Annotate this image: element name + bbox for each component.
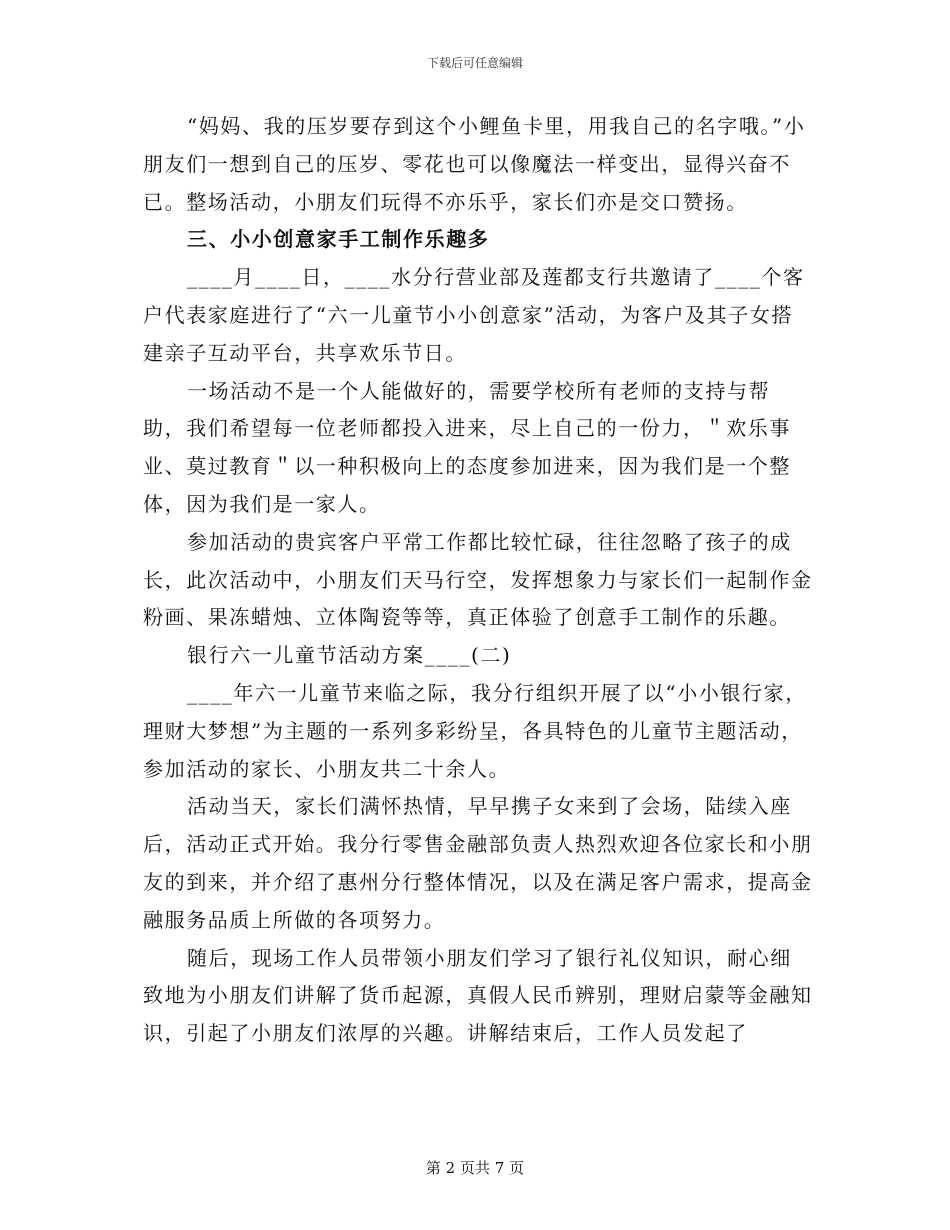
document-body xyxy=(143,108,813,1053)
paragraph-4: 参加活动的贵宾客户平常工作都比较忙碌，往往忽略了孩子的成长，此次活动中，小朋友们天马行空，发挥想象力与家长们一起制作金粉画、果冻蜡烛、立体陶瓷等等，真正体验了创意手工制作的乐趣。 xyxy=(143,529,813,630)
page-number: 第 2 页共 7 页 xyxy=(425,1159,525,1177)
paragraph-1: “妈妈、我的压岁要存到这个小鲤鱼卡里，用我自己的名字哦。”小朋友们一想到自己的压岁、零花也可以像魔法一样变出，显得兴奋不已。整场活动，小朋友们玩得不亦乐乎，家长们亦是交口赞扬。 xyxy=(143,114,806,214)
paragraph-7: 随后，现场工作人员带领小朋友们学习了银行礼仪知识，耐心细致地为小朋友们讲解了货币起源，真假人民币辨别，理财启蒙等金融知识，引起了小朋友们浓厚的兴趣。讲解结束后，工作人员发起了 xyxy=(143,945,813,1046)
paragraph-6: 活动当天，家长们满怀热情，早早携子女来到了会场，陆续入座后，活动正式开始。我分行零售金融部负责人热烈欢迎各位家长和小朋友的到来，并介绍了惠州分行整体情况，以及在满足客户需求，提高金融服务品质上所做的各项努力。 xyxy=(143,794,813,932)
paragraph-2: ____月____日，____水分行营业部及莲都支行共邀请了____个客户代表家庭进行了“六一儿童节小小创意家”活动，为客户及其子女搭建亲子互动平台，共享欢乐节日。 xyxy=(143,265,805,365)
section-heading-3: 三、小小创意家手工制作乐趣多 xyxy=(187,227,490,252)
subtitle-line: 银行六一儿童节活动方案____(二) xyxy=(187,643,512,668)
header-note: 下载后可任意编辑 xyxy=(426,56,523,70)
paragraph-3: 一场活动不是一个人能做好的，需要学校所有老师的支持与帮助，我们希望每一位老师都投入进来，尽上自己的一份力，＂欢乐事业、莫过教育＂以一种积极向上的态度参加进来，因为我们是一个整体，因为我们是一家人。 xyxy=(143,378,791,516)
paragraph-5: ____年六一儿童节来临之际，我分行组织开展了以“小小银行家，理财大梦想”为主题的一系列多彩纷呈，各具特色的儿童节主题活动，参加活动的家长、小朋友共二十余人。 xyxy=(143,680,807,781)
